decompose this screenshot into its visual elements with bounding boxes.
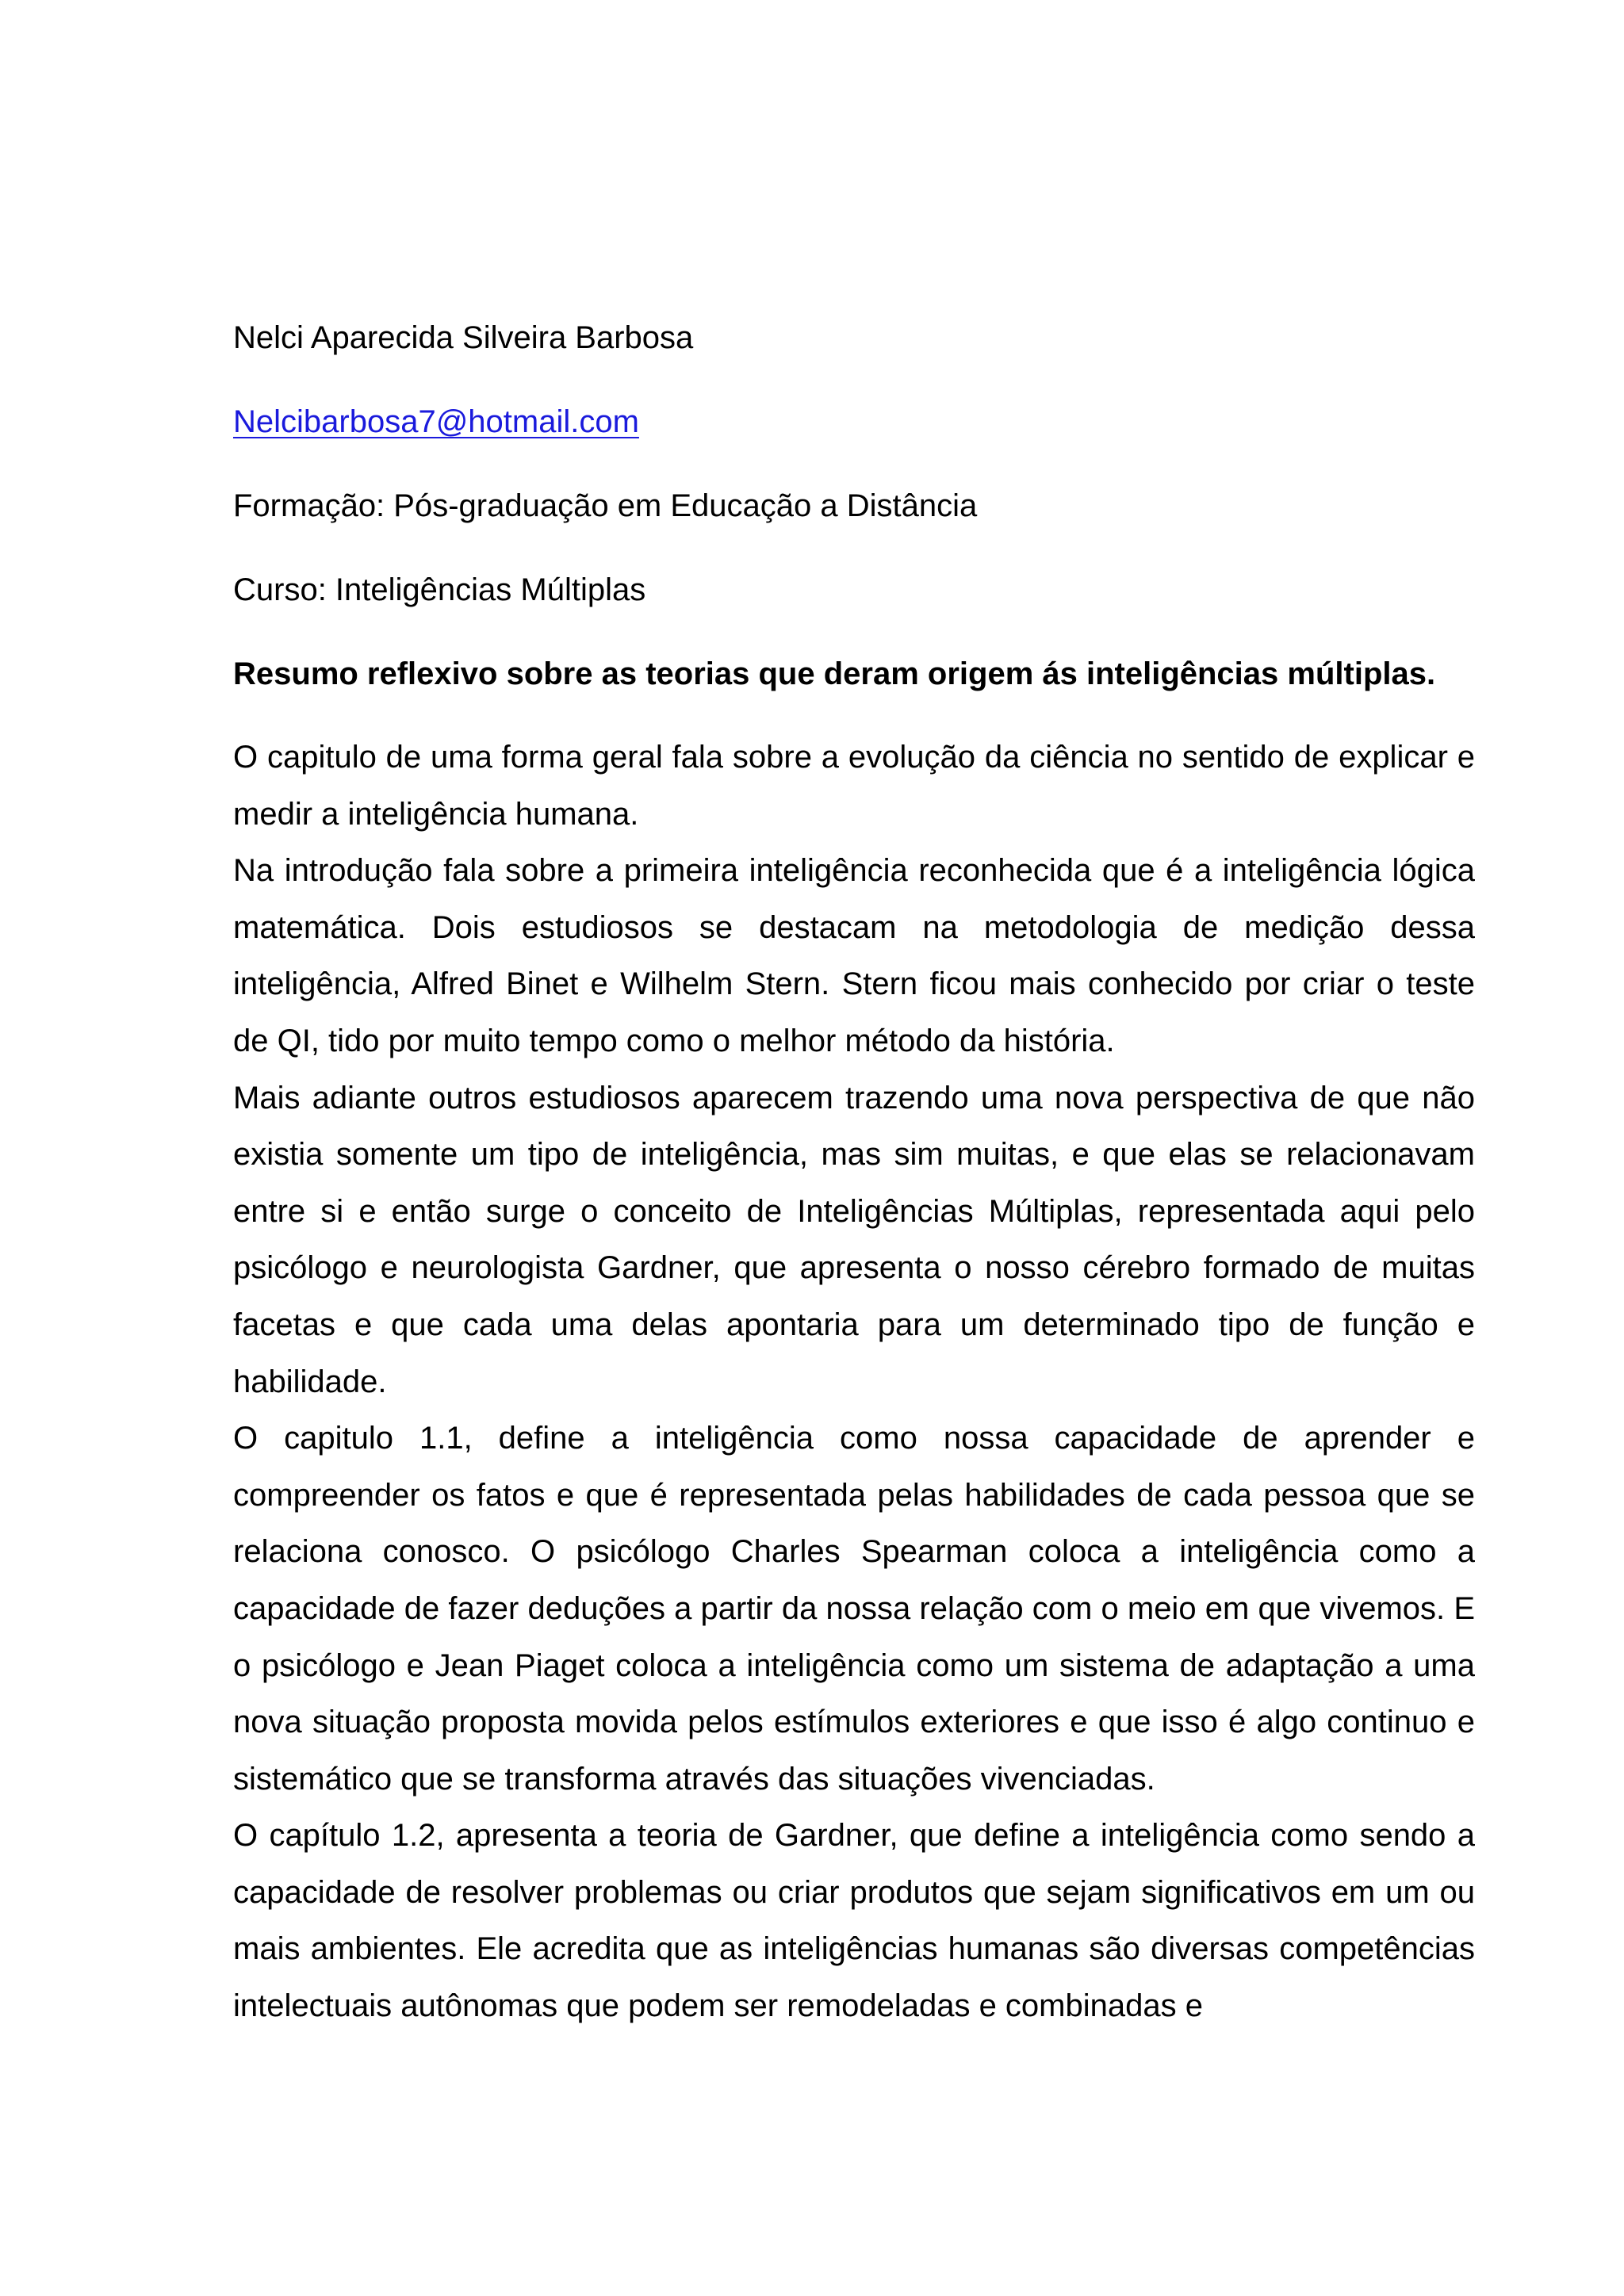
- paragraph-2: Na introdução fala sobre a primeira inteligência reconhecida que é a inteligência lógica matemática. Dois estudiosos se destacam na metodologia de medição dessa inteligência, Alfred Binet e Wilhelm Stern. Stern ficou mais conhecido por criar o teste de QI, tido por muito tempo como o melhor método da história.: [233, 853, 1475, 1058]
- paragraph-4: O capitulo 1.1, define a inteligência como nossa capacidade de aprender e compreender os fatos e que é representada pelas habilidades de cada pessoa que se relaciona conosco. O psicólogo Charles Spearman coloca a inteligência como a capacidade de fazer deduções a partir da nossa relação com o meio em que vivemos. E o psicólogo e Jean Piaget coloca a inteligência como um sistema de adaptação a uma nova situação proposta movida pelos estímulos exteriores e que isso é algo continuo e sistemático que se transforma através das situações vivenciadas.: [233, 1421, 1475, 1797]
- author-email-link[interactable]: Nelcibarbosa7@hotmail.com: [233, 404, 639, 439]
- curso-line: Curso: Inteligências Múltiplas: [233, 572, 646, 607]
- body-text: [233, 729, 1475, 2035]
- paragraph-1: O capitulo de uma forma geral fala sobre a evolução da ciência no sentido de explicar e medir a inteligência humana.: [233, 740, 1475, 832]
- paragraph-3: Mais adiante outros estudiosos aparecem trazendo uma nova perspectiva de que não existia somente um tipo de inteligência, mas sim muitas, e que elas se relacionavam entre si e então surge o conceito de Inteligências Múltiplas, representada aqui pelo psicólogo e neurologista Gardner, que apresenta o nosso cérebro formado de muitas facetas e que cada uma delas apontaria para um determinado tipo de função e habilidade.: [233, 1080, 1475, 1399]
- author-name: Nelci Aparecida Silveira Barbosa: [233, 320, 694, 355]
- paragraph-5: O capítulo 1.2, apresenta a teoria de Gardner, que define a inteligência como sendo a capacidade de resolver problemas ou criar produtos que sejam significativos em um ou mais ambientes. Ele acredita que as inteligências humanas são diversas competências intelectuais autônomas que podem ser remodeladas e combinadas e: [233, 1818, 1475, 2024]
- email-line: [233, 393, 1475, 450]
- formacao-line: Formação: Pós-graduação em Educação a Distância: [233, 488, 978, 523]
- document-title: Resumo reflexivo sobre as teorias que deram origem ás inteligências múltiplas.: [233, 656, 1436, 691]
- document-content: [233, 309, 1475, 2035]
